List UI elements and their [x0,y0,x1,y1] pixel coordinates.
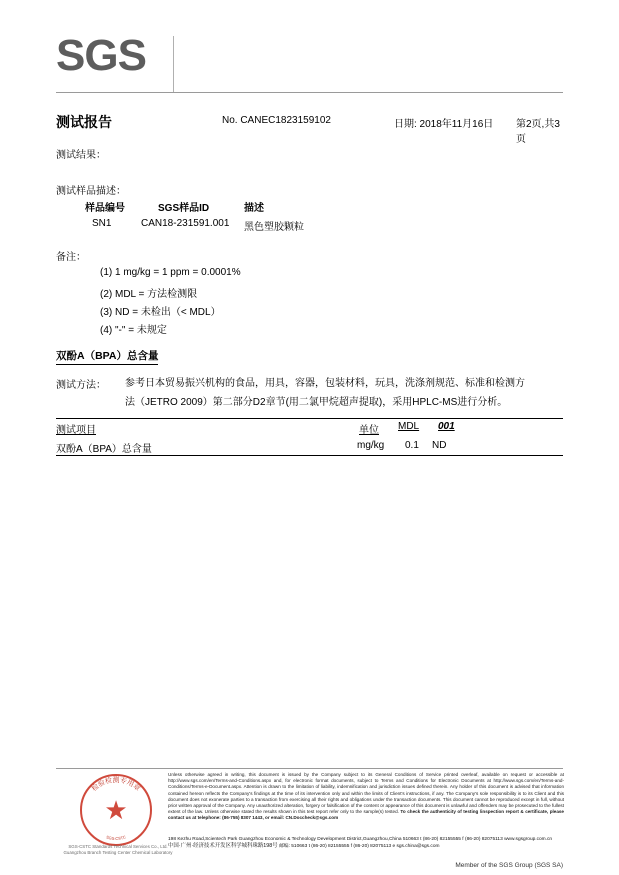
header-divider [56,92,563,93]
official-stamp [62,772,174,858]
svg-text:SGS-CSTC: SGS-CSTC [105,834,127,842]
stamp-arc-text-svg [62,772,170,848]
remark-item: (1) 1 mg/kg = 1 ppm = 0.0001% [100,267,241,278]
page-title: 测试报告 [56,114,112,130]
test-method-text [125,374,555,412]
result-header-item: 测试项目 [56,425,96,436]
stamp-subtext-line-1: SGS-CSTC Standards Technical Services Co., Ltd. [68,844,168,849]
remarks-label: 备注： [56,252,86,263]
report-date: 日期: 2018年11月16日 [394,119,494,130]
sample-row-desc: 黑色塑胶颗粒 [244,222,304,233]
test-method-line-1: 参考日本贸易振兴机构的食品，用具，容器，包装材料，玩具，洗涤剂规范、标准和检测方 [125,378,525,389]
stamp-subtext [62,844,174,856]
sample-description-label: 测试样品描述： [56,186,126,197]
sample-row-id: CAN18-231591.001 [141,218,230,229]
result-row-value: ND [432,440,447,451]
section-heading-bpa: 双酚A（BPA）总含量 [56,348,158,365]
footer-disclaimer [168,772,564,822]
result-row-item: 双酚A（BPA）总含量 [56,444,152,455]
remark-item: (3) ND = 未检出（< MDL） [100,307,221,318]
results-label: 测试结果： [56,150,106,161]
report-header-row [56,112,563,145]
footer-divider [56,768,563,769]
logo-divider-tick [173,36,174,92]
remark-item: (2) MDL = 方法检测限 [100,289,198,300]
sample-table-header-no: 样品编号 [85,203,125,214]
svg-text:检验检测专用章: 检验检测专用章 [90,777,142,793]
footer-address [168,836,564,851]
result-table-bottom-rule [56,455,563,456]
footer-member-line: Member of the SGS Group (SGS SA) [455,862,563,869]
stamp-subtext-line-2: Guangzhou Branch Testing Center Chemical Laboratory [63,850,173,855]
result-header-mdl: MDL [398,421,420,432]
result-table-top-rule [56,418,563,419]
footer-address-cn-tail: 邮编: 510663 t (86-20) 82155555 f (86-20) 82075113 e sgs.china@sgs.com [278,844,440,850]
result-header-sample-001: 001 [438,421,455,432]
footer-address-en: 198 Kezhu Road,Scientech Park Guangzhou Economic & Technology Development District,Guangzhou,China 510663 t (86-20) 82155555 f (86-20) 82075113 www.sgsgroup.com.cn [168,837,553,842]
page-indicator: 第2页,共3页 [516,119,560,145]
footer-disclaimer-body: Unless otherwise agreed in writing, this document is issued by the Company subject to its General Conditions of Service printed overleaf, available on request or accessible at http://www.sgs.com/en/Terms-and-Conditions.aspx and, for electronic format documents, subject to Terms and Conditions for Electronic Documents at http://www.sgs.com/en/Terms-and-Conditions/Terms-e-Document.aspx. Attention is drawn to the limitation of liability, indemnification and jurisdiction issues defined therein. Any holder of this document is advised that information contained hereon reflects the Company's findings at the time of its intervention only and within the limits of Client's instructions, if any. The Company's sole responsibility is to its Client and this document does not exonerate parties to a transaction from exercising all their rights and obligations under the transaction documents. This document cannot be reproduced except in full, without prior written approval of the Company. Any unauthorized alteration, forgery or falsification of the content or appearance of this document is unlawful and offenders may be prosecuted to the fullest extent of the law. Unless otherwise stated the results shown in this test report refer only to the sample(s) tested. [168,772,564,815]
sample-row-no: SN1 [92,218,112,229]
sgs-logo [56,31,176,86]
footer-address-cn-row [168,843,564,850]
report-number: No. CANEC1823159102 [222,115,331,126]
sample-table-header-desc: 描述 [244,203,264,214]
remark-item: (4) "-" = 未规定 [100,325,167,336]
sample-table-header-id: SGS样品ID [158,203,210,214]
result-row-unit: mg/kg [357,440,385,451]
sgs-logo-text: SGS [56,31,146,80]
test-method-line-2: 法（JETRO 2009）第二部分D2章节(用二氯甲烷超声提取)，采用HPLC-MS进行分析。 [125,397,508,408]
footer-address-cn: 中国·广州·经济技术开发区科学城科珠路198号 [168,843,278,850]
test-method-label: 测试方法： [56,380,106,391]
result-row-mdl: 0.1 [405,440,419,451]
star-icon: ★ [104,795,128,825]
result-header-unit: 单位 [359,425,379,436]
footer-verify-line: To check the authenticity of testing /inspection report & certificate, please contact us at telephone: (86-755) 8307 1443, or email: CN.Doccheck@sgs.com [168,809,564,821]
